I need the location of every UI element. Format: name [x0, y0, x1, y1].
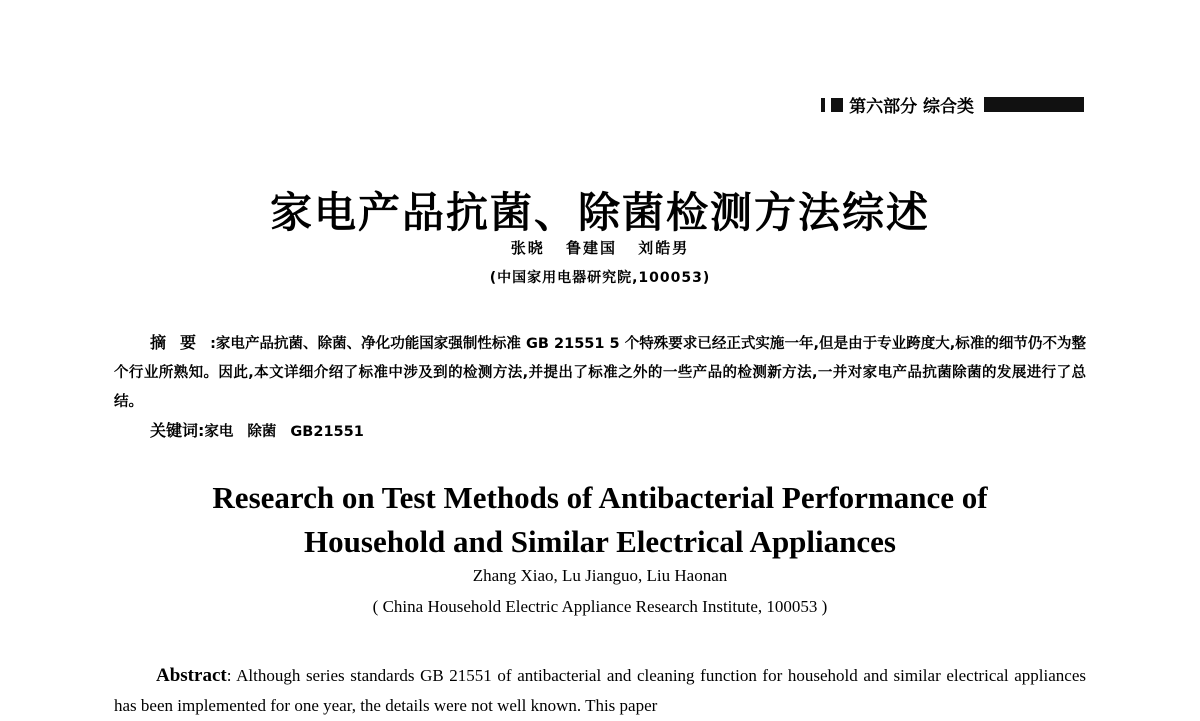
en-paper-title — [0, 476, 1200, 564]
cn-abstract-text: 家电产品抗菌、除菌、净化功能国家强制性标准 GB 21551 5 个特殊要求已经正式实施一年,但是由于专业跨度大,标准的细节仍不为整个行业所熟知。因此,本文详细介绍了标准中涉及到的检测方法,并提出了标准之外的一些产品的检测新方法,一并对家电产品抗菌除菌的发展进行了总结。 — [114, 336, 1086, 410]
en-title-line: Research on Test Methods of Antibacterial Performance of — [212, 480, 988, 515]
keyword: GB21551 — [290, 424, 364, 440]
cn-abstract-label: 摘要 — [150, 333, 211, 352]
en-title-line: Household and Similar Electrical Appliances — [304, 524, 896, 559]
header-bar-decoration — [984, 97, 1084, 112]
keyword: 家电 — [204, 424, 234, 440]
cn-paper-title: 家电产品抗菌、除菌检测方法综述 — [269, 188, 930, 237]
cn-authors: 张晓 鲁建国 刘皓男 — [510, 239, 690, 257]
cn-keywords — [150, 418, 378, 441]
en-abstract-label: Abstract — [156, 665, 227, 686]
section-header — [821, 92, 1084, 117]
keyword: 除菌 — [247, 424, 277, 440]
en-abstract — [114, 661, 1086, 721]
cn-keywords-label: 关键词: — [150, 421, 205, 440]
en-authors: Zhang Xiao, Lu Jianguo, Liu Haonan — [472, 566, 728, 585]
header-bar-decoration — [821, 98, 825, 112]
en-affiliation: ( China Household Electric Appliance Research Institute, 100053 ) — [372, 597, 828, 616]
header-bar-decoration — [831, 98, 843, 112]
section-header-text: 第六部分 综合类 — [849, 97, 974, 117]
cn-abstract-colon: : — [210, 336, 216, 352]
cn-affiliation: (中国家用电器研究院,100053) — [489, 270, 711, 286]
en-abstract-text: Although series standards GB 21551 of antibacterial and cleaning function for household and similar electrical appliances has been implemented for one year, the details were not well known. This paper — [114, 666, 1086, 715]
cn-abstract — [114, 328, 1086, 417]
en-abstract-colon: : — [226, 666, 237, 685]
